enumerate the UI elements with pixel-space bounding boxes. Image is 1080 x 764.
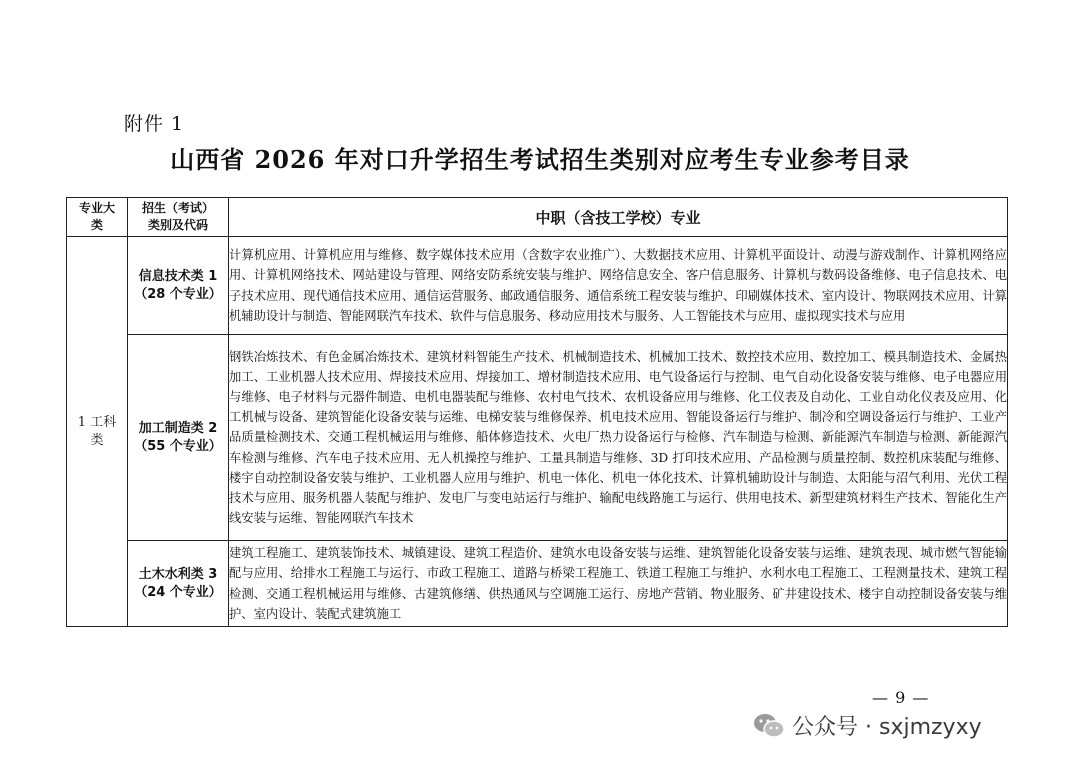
major-catalog-table xyxy=(66,197,1008,627)
watermark xyxy=(752,710,982,741)
majors-list-cell: 钢铁冶炼技术、有色金属冶炼技术、建筑材料智能生产技术、机械制造技术、机械加工技术、数控技术应用、数控加工、模具制造技术、金属热加工、工业机器人技术应用、焊接技术应用、焊接加工、增材制造技术应用、电气设备运行与控制、电气自动化设备安装与维修、电子电器应用与维修、电子材料与元器件制造、电机电器装配与维修、农村电气技术、农机设备应用与维修、化工仪表及自动化、工业自动化仪表及应用、化工机械与设备、建筑智能化设备安装与运维、电梯安装与维修保养、机电技术应用、智能设备运行与维护、制冷和空调设备运行与维护、工业产品质量检测技术、交通工程机械运用与维修、船体修造技术、火电厂热力设备运行与检修、汽车制造与检测、新能源汽车制造与检测、新能源汽车检测与维修、汽车电子技术应用、无人机操控与维护、工量具制造与维修、3D 打印技术应用、产品检测与质量控制、数控机床装配与维修、楼宇自动控制设备安装与维护、工业机器人应用与维护、机电一体化、机电一体化技术、计算机辅助设计与制造、太阳能与沼气利用、光伏工程技术与应用、服务机器人装配与维护、发电厂与变电站运行与维护、输配电线路施工与运行、供用电技术、新型建筑材料生产技术、智能化生产线安装与运维、智能网联汽车技术 xyxy=(229,335,1008,541)
document-title: 山西省 2026 年对口升学招生考试招生类别对应考生专业参考目录 xyxy=(170,145,910,174)
header-category-code: 招生（考试） 类别及代码 xyxy=(128,198,229,237)
majors-list-cell: 计算机应用、计算机应用与维修、数字媒体技术应用（含数字农业推广）、大数据技术应用、计算机平面设计、动漫与游戏制作、计算机网络应用、计算机网络技术、网站建设与管理、网络安防系统安装与维护、网络信息安全、客户信息服务、计算机与数码设备维修、电子信息技术、电子技术应用、现代通信技术应用、通信运营服务、邮政通信服务、通信系统工程安装与维护、印刷媒体技术、室内设计、物联网技术应用、计算机辅助设计与制造、智能网联汽车技术、软件与信息服务、移动应用技术与服务、人工智能技术与应用、虚拟现实技术与应用 xyxy=(229,237,1008,335)
category-cell: 信息技术类 1 （28 个专业） xyxy=(128,237,229,335)
page-number: — 9 — xyxy=(872,688,930,707)
wechat-icon xyxy=(752,712,786,740)
major-group-cell: 1 工科 类 xyxy=(67,237,128,627)
majors-list-cell: 建筑工程施工、建筑装饰技术、城镇建设、建筑工程造价、建筑水电设备安装与运维、建筑智能化设备安装与运维、建筑表现、城市燃气智能输配与应用、给排水工程施工与运行、市政工程施工、道路与桥梁工程施工、铁道工程施工与维护、水利水电工程施工、工程测量技术、建筑工程检测、交通工程机械运用与维修、古建筑修缮、供热通风与空调施工运行、房地产营销、物业服务、矿井建设技术、楼宇自动控制设备安装与维护、室内设计、装配式建筑施工 xyxy=(229,541,1008,627)
table-row xyxy=(67,237,1008,335)
category-cell: 加工制造类 2 （55 个专业） xyxy=(128,335,229,541)
category-cell: 土木水利类 3 （24 个专业） xyxy=(128,541,229,627)
table-header-row xyxy=(67,198,1008,237)
table-row xyxy=(67,541,1008,627)
watermark-text: 公众号 · sxjmzyxy xyxy=(792,715,982,740)
attachment-label: 附件 1 xyxy=(124,113,185,135)
table-row xyxy=(67,335,1008,541)
header-vocational-majors: 中职（含技工学校）专业 xyxy=(229,198,1008,237)
header-major-group: 专业大 类 xyxy=(67,198,128,237)
